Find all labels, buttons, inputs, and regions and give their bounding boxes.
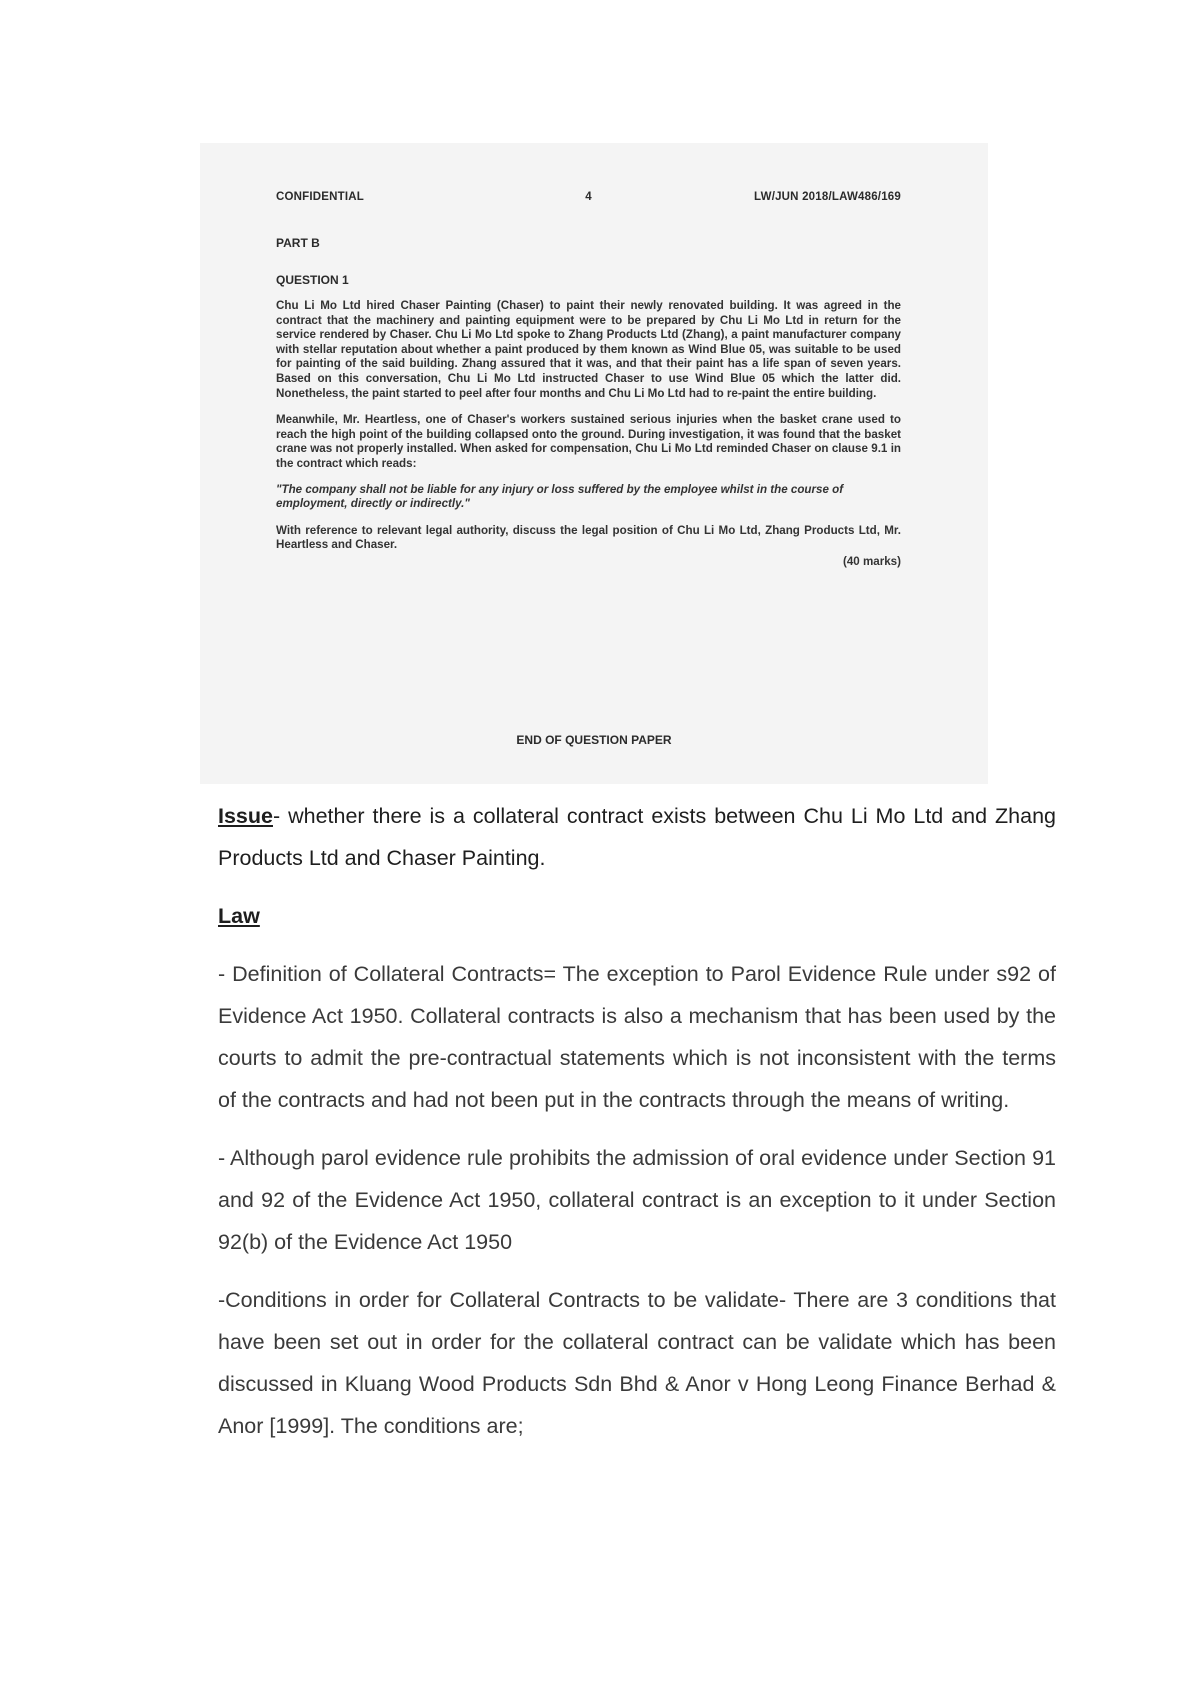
issue-paragraph: [218, 795, 1056, 879]
answer-document: [218, 795, 1056, 1463]
issue-text: - whether there is a collateral contract exists between Chu Li Mo Ltd and Zhang Products Ltd and Chaser Painting.: [218, 804, 1056, 870]
law-definition-paragraph: - Definition of Collateral Contracts= The exception to Parol Evidence Rule under s92 of Evidence Act 1950. Collateral contracts is also a mechanism that has been used by the courts to admit the pre-contractual statements which is not inconsistent with the terms of the contracts and had not been put in the contracts through the means of writing.: [218, 962, 1056, 1112]
law-label: Law: [218, 904, 260, 928]
header-confidential: CONFIDENTIAL: [276, 191, 365, 203]
header-page-number: 4: [585, 191, 592, 203]
part-heading: PART B: [276, 236, 320, 250]
question-paragraph-2: Meanwhile, Mr. Heartless, one of Chaser's workers sustained serious injuries when the basket crane used to reach the high point of the building collapsed onto the ground. During investigation, it was found that the basket crane was not properly installed. When asked for compensation, Chu Li Mo Ltd reminded Chaser on clause 9.1 in the contract which reads:: [276, 413, 901, 470]
question-paragraph-1: Chu Li Mo Ltd hired Chaser Painting (Chaser) to paint their newly renovated building. It was agreed in the contract that the machinery and painting equipment were to be prepared by Chu Li Mo Ltd in return for the service rendered by Chaser. Chu Li Mo Ltd spoke to Zhang Products Ltd (Zhang), a paint manufacturer company with stellar reputation about whether a paint produced by them known as Wind Blue 05, was suitable to be used for painting of the said building. Zhang assured that it was, and that their paint has a life span of seven years. Based on this conversation, Chu Li Mo Ltd instructed Chaser to use Wind Blue 05 which the latter did. Nonetheless, the paint started to peel after four months and Chu Li Mo Ltd had to re-paint the entire building.: [276, 299, 901, 400]
scanned-page-content: [276, 191, 901, 568]
issue-label: Issue: [218, 804, 273, 828]
law-conditions-paragraph: -Conditions in order for Collateral Contracts to be validate- There are 3 conditions that have been set out in order for the collateral contract can be validate which has been discussed in Kluang Wood Products Sdn Bhd & Anor v Hong Leong Finance Berhad & Anor [1999]. The conditions are;: [218, 1288, 1056, 1438]
question-heading: QUESTION 1: [276, 273, 349, 287]
scanned-page-header: [276, 191, 901, 203]
scanned-question-paper: [200, 143, 988, 784]
question-marks: (40 marks): [842, 554, 901, 568]
header-paper-code: LW/JUN 2018/LAW486/169: [754, 191, 901, 203]
law-parol-evidence-paragraph: - Although parol evidence rule prohibits the admission of oral evidence under Section 91 and 92 of the Evidence Act 1950, collateral contract is an exception to it under Section 92(b) of the Evidence Act 1950: [218, 1146, 1056, 1254]
clause-quote: "The company shall not be liable for any injury or loss suffered by the employee whilst in the course of employment, directly or indirectly.": [276, 482, 844, 511]
end-of-paper: END OF QUESTION PAPER: [516, 733, 672, 747]
law-heading-paragraph: [218, 895, 1056, 937]
question-instruction: With reference to relevant legal authority, discuss the legal position of Chu Li Mo Ltd, Zhang Products Ltd, Mr. Heartless and Chaser.: [276, 523, 901, 552]
